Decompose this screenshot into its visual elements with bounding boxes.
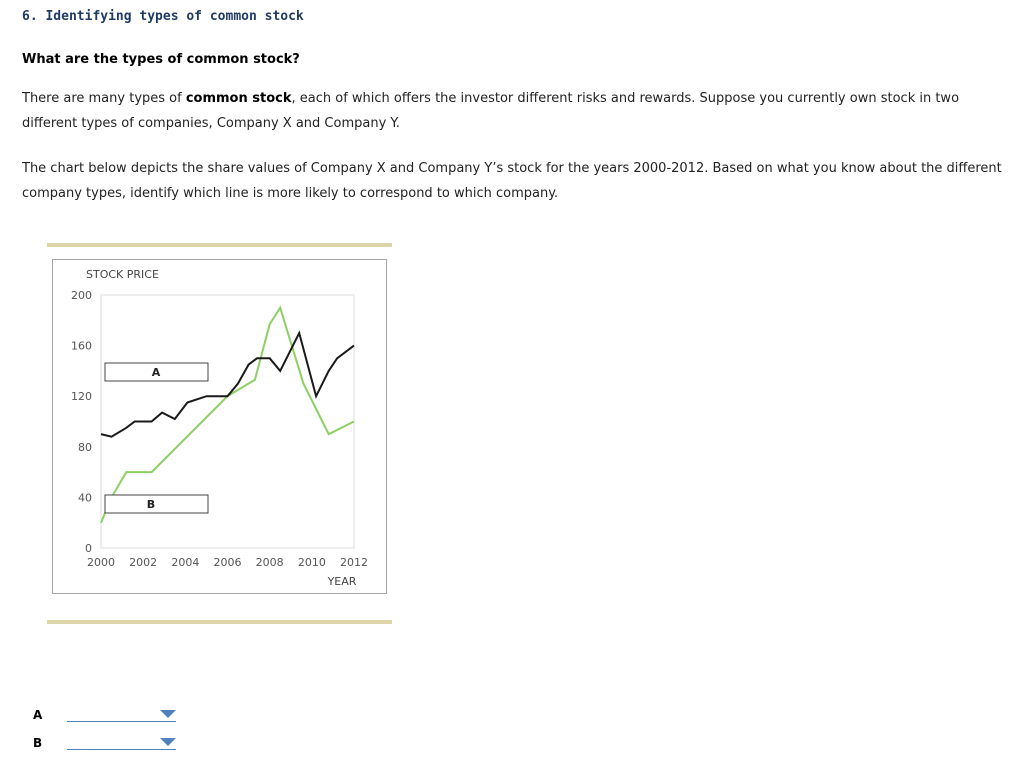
y-tick-label: 120 bbox=[71, 390, 92, 404]
y-tick-label: 160 bbox=[71, 339, 92, 353]
x-tick-labels bbox=[87, 556, 368, 569]
x-tick-label: 2008 bbox=[255, 556, 284, 569]
y-tick-label: 0 bbox=[85, 542, 92, 555]
x-axis-title: YEAR bbox=[327, 575, 357, 588]
dropdown-arrow-icon bbox=[160, 710, 176, 718]
dropdown-arrow-icon bbox=[160, 738, 176, 746]
label-box-b-text: B bbox=[146, 498, 156, 511]
y-axis-title: STOCK PRICE bbox=[86, 268, 159, 281]
intro-text-bold: common stock bbox=[185, 91, 292, 106]
answer-label-b: B bbox=[33, 736, 43, 750]
intro-text-start: There are many types of bbox=[22, 91, 186, 106]
question-heading: 6. Identifying types of common stock bbox=[22, 9, 304, 24]
chart-bottom-rule bbox=[47, 620, 392, 624]
chart-description: The chart below depicts the share values of Company X and Company Y’s stock for the years 2000-2012. Based on what you know about the different company types, identify which line is more likely to correspond to which company. bbox=[22, 161, 1002, 201]
x-tick-label: 2012 bbox=[340, 556, 368, 569]
x-tick-label: 2010 bbox=[297, 556, 326, 569]
label-box-a-text: A bbox=[151, 366, 161, 379]
x-tick-label: 2000 bbox=[87, 556, 115, 569]
x-tick-label: 2002 bbox=[129, 556, 158, 569]
chart-top-rule bbox=[47, 243, 392, 247]
answer-label-a: A bbox=[33, 708, 43, 722]
intro-paragraph bbox=[22, 86, 1007, 136]
intro-text-end: , each of which offers the investor different risks and rewards. Suppose you currently own stock in two different types of companies, Company X and Company Y. bbox=[22, 91, 960, 131]
stock-price-chart bbox=[52, 259, 387, 594]
question-text: What are the types of common stock? bbox=[22, 52, 300, 67]
answer-dropdown-b[interactable] bbox=[67, 734, 176, 750]
x-tick-label: 2004 bbox=[171, 556, 200, 569]
y-tick-label: 200 bbox=[71, 289, 92, 302]
y-tick-labels bbox=[71, 289, 92, 555]
label-box-b bbox=[105, 495, 208, 513]
y-tick-label: 40 bbox=[78, 491, 92, 505]
answer-dropdown-a[interactable] bbox=[67, 706, 176, 722]
y-tick-label: 80 bbox=[78, 440, 92, 454]
x-tick-label: 2006 bbox=[213, 556, 242, 569]
